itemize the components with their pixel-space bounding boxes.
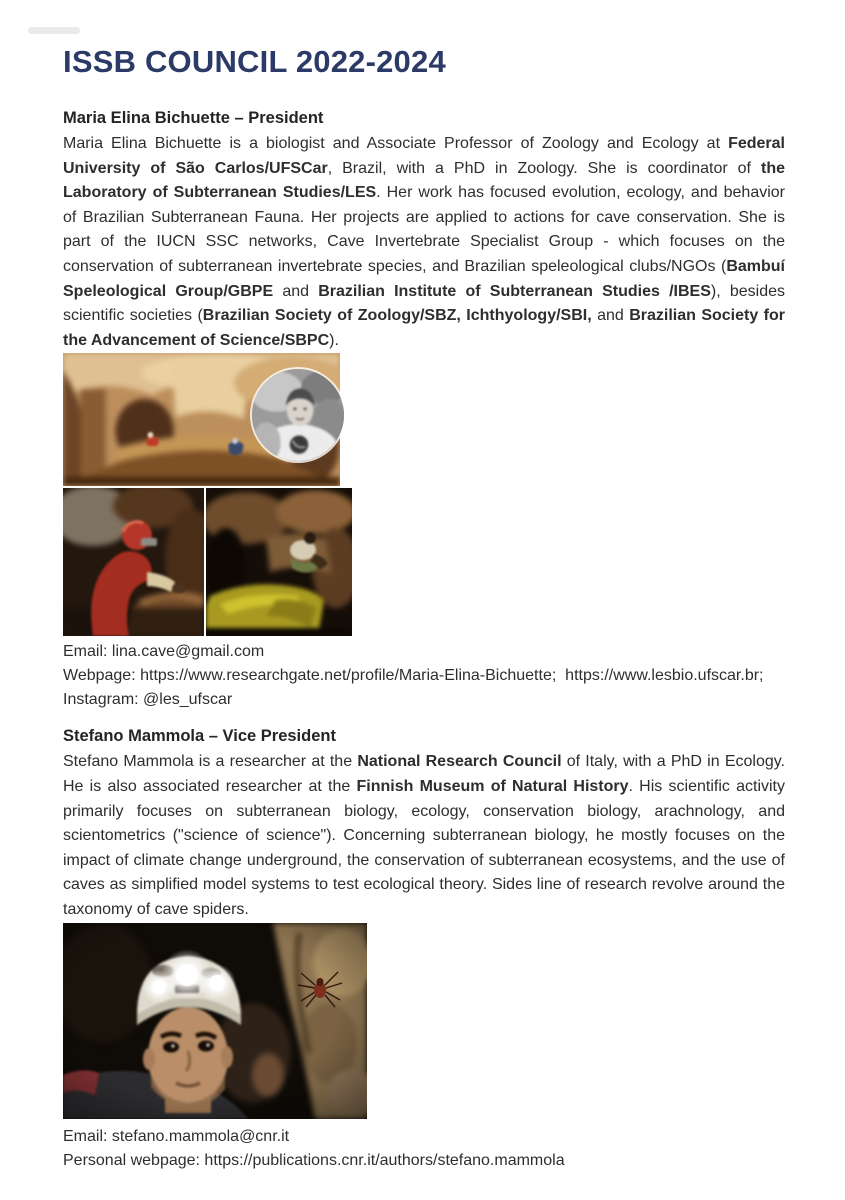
scan-artifact [28, 27, 80, 34]
cave-pool-photo [206, 488, 352, 636]
member-bio-vice-president: Stefano Mammola is a researcher at the National Research Council of Italy, with a PhD in Ecology. He is also associated researcher at the Finnish Museum of Natural History. His scientific activity primarily focuses on subterranean biology, ecology, conservation biology, arachnology, and scientometrics ("science of science"). Concerning subterranean biology, he mostly focuses on the impact of climate change underground, the conservation of subterranean ecosystems, and the use of caves as simplified model systems to test ecological theory. Sides line of research revolve around the taxonomy of cave spiders. [63, 753, 786, 918]
email-line: Email: lina.cave@gmail.com [63, 643, 265, 661]
member-heading-vice-president: Stefano Mammola – Vice President [63, 727, 336, 746]
page-title: ISSB COUNCIL 2022-2024 [63, 44, 446, 79]
portrait-photo [252, 369, 344, 461]
member-heading-president: Maria Elina Bichuette – President [63, 109, 324, 127]
member-section-vice-president [63, 725, 785, 1172]
personal-webpage-line: Personal webpage: https://publications.cnr.it/authors/stefano.mammola [63, 1151, 565, 1169]
caver-red-suit-photo [63, 488, 204, 636]
member-bio-president: Maria Elina Bichuette is a biologist and Associate Professor of Zoology and Ecology at Federal University of São Carlos/UFSCar, Brazil, with a PhD in Zoology. She is coordinator of the Laboratory of Subterranean Studies/LES. Her work has focused evolution, ecology, and behavior of Brazilian Subterranean Fauna. Her projects are applied to actions for cave conservation. She is part of the IUCN SSC networks, Cave Invertebrate Specialist Group - which focuses on the conservation of subterranean invertebrate species, and Brazilian speleological clubs/NGOs (Bambuí Speleological Group/GBPE and Brazilian Institute of Subterranean Studies /IBES), besides scientific societies (Brazilian Society of Zoology/SBZ, Ichthyology/SBI, and Brazilian Society for the Advancement of Science/SBPC). [63, 135, 786, 349]
page-content [63, 44, 785, 1173]
webpage-line: Webpage: https://www.researchgate.net/profile/Maria-Elina-Bichuette; https://www.lesbio.ufscar.br; [63, 667, 764, 685]
instagram-line: Instagram: @les_ufscar [63, 691, 233, 709]
member-section-president [63, 107, 785, 712]
email-line: Email: stefano.mammola@cnr.it [63, 1127, 290, 1145]
contact-block-president [63, 640, 785, 712]
photo-collage-president [63, 353, 352, 636]
collage-bottom-row [63, 488, 352, 636]
contact-block-vice-president [63, 1125, 785, 1173]
stefano-cave-photo [63, 923, 367, 1119]
